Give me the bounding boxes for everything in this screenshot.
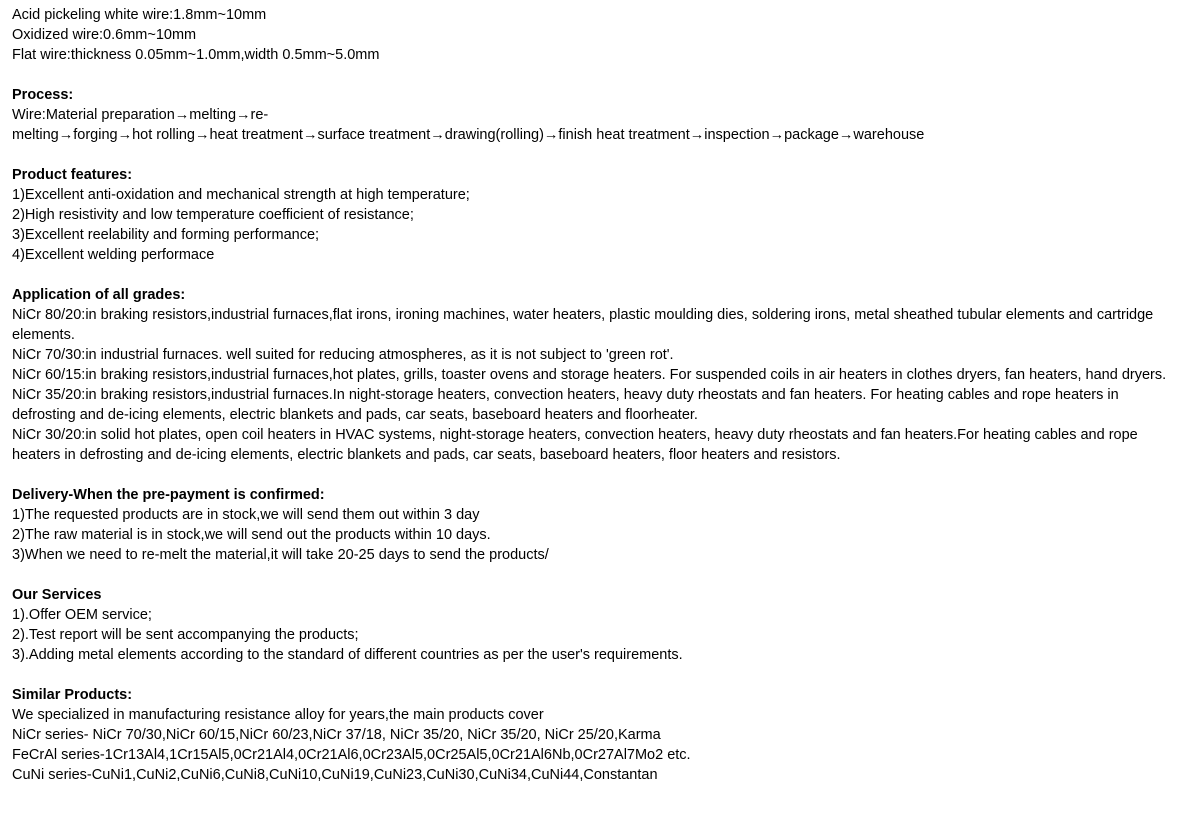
delivery-heading: Delivery-When the pre-payment is confirmed:	[12, 487, 325, 503]
process-line-1: Wire:Material preparation→melting→re-	[12, 107, 269, 123]
feature-item: 4)Excellent welding performace	[12, 247, 215, 263]
spec-line-flat-wire: Flat wire:thickness 0.05mm~1.0mm,width 0.5mm~5.0mm	[12, 47, 380, 63]
process-heading: Process:	[12, 87, 74, 103]
section-spacer	[12, 465, 1182, 485]
features-heading: Product features:	[12, 167, 133, 183]
feature-item: 1)Excellent anti-oxidation and mechanical strength at high temperature;	[12, 187, 470, 203]
feature-item: 2)High resistivity and low temperature coefficient of resistance;	[12, 207, 414, 223]
application-item-nicr-60-15: NiCr 60/15:in braking resistors,industrial furnaces,hot plates, grills, toaster ovens and storage heaters. For suspended coils in air heaters in clothes dryers, fan heaters, hand dryers.	[12, 367, 1167, 383]
services-heading: Our Services	[12, 587, 102, 603]
application-item-nicr-70-30: NiCr 70/30:in industrial furnaces. well suited for reducing atmospheres, as it is not subject to 'green rot'.	[12, 347, 674, 363]
process-line-2: melting→forging→hot rolling→heat treatment→surface treatment→drawing(rolling)→finish heat treatment→inspection→package→warehouse	[12, 127, 925, 143]
section-spacer	[12, 65, 1182, 85]
similar-products-fecral-series: FeCrAl series-1Cr13Al4,1Cr15Al5,0Cr21Al4,0Cr21Al6,0Cr23Al5,0Cr25Al5,0Cr21Al6Nb,0Cr27Al7Mo2 etc.	[12, 747, 691, 763]
similar-products-cuni-series: CuNi series-CuNi1,CuNi2,CuNi6,CuNi8,CuNi10,CuNi19,CuNi23,CuNi30,CuNi34,CuNi44,Constantan	[12, 767, 658, 783]
section-spacer	[12, 665, 1182, 685]
delivery-item: 3)When we need to re-melt the material,it will take 20-25 days to send the products/	[12, 547, 549, 563]
delivery-item: 2)The raw material is in stock,we will send out the products within 10 days.	[12, 527, 491, 543]
feature-item: 3)Excellent reelability and forming performance;	[12, 227, 320, 243]
application-item-nicr-80-20: NiCr 80/20:in braking resistors,industrial furnaces,flat irons, ironing machines, water heaters, plastic moulding dies, soldering irons, metal sheathed tubular elements and cartridge elements.	[12, 307, 1154, 343]
process-section	[12, 85, 1182, 145]
specs-section	[12, 5, 1182, 65]
service-item: 1).Offer OEM service;	[12, 607, 152, 623]
delivery-section	[12, 485, 1182, 565]
similar-products-heading: Similar Products:	[12, 687, 133, 703]
applications-section	[12, 285, 1182, 465]
application-item-nicr-35-20: NiCr 35/20:in braking resistors,industrial furnaces.In night-storage heaters, convection heaters, heavy duty rheostats and fan heaters. For heating cables and rope heaters in defrosting and de-icing elements, electric blankets and pads, car seats, baseboard heaters and floorheater.	[12, 387, 1119, 423]
similar-products-intro: We specialized in manufacturing resistance alloy for years,the main products cover	[12, 707, 544, 723]
section-spacer	[12, 565, 1182, 585]
service-item: 3).Adding metal elements according to the standard of different countries as per the user's requirements.	[12, 647, 683, 663]
delivery-item: 1)The requested products are in stock,we will send them out within 3 day	[12, 507, 480, 523]
applications-heading: Application of all grades:	[12, 287, 186, 303]
application-item-nicr-30-20: NiCr 30/20:in solid hot plates, open coil heaters in HVAC systems, night-storage heaters, convection heaters, heavy duty rheostats and fan heaters.For heating cables and rope heaters in defrosting and de-icing elements, electric blankets and pads, car seats, baseboard heaters, floor heaters and resistors.	[12, 427, 1138, 463]
spec-line-oxidized: Oxidized wire:0.6mm~10mm	[12, 27, 197, 43]
section-spacer	[12, 265, 1182, 285]
spec-line-acid-pickeling: Acid pickeling white wire:1.8mm~10mm	[12, 7, 267, 23]
services-section	[12, 585, 1182, 665]
features-section	[12, 165, 1182, 265]
similar-products-section	[12, 685, 1182, 785]
service-item: 2).Test report will be sent accompanying the products;	[12, 627, 359, 643]
similar-products-nicr-series: NiCr series- NiCr 70/30,NiCr 60/15,NiCr 60/23,NiCr 37/18, NiCr 35/20, NiCr 35/20, NiCr 25/20,Karma	[12, 727, 661, 743]
section-spacer	[12, 145, 1182, 165]
